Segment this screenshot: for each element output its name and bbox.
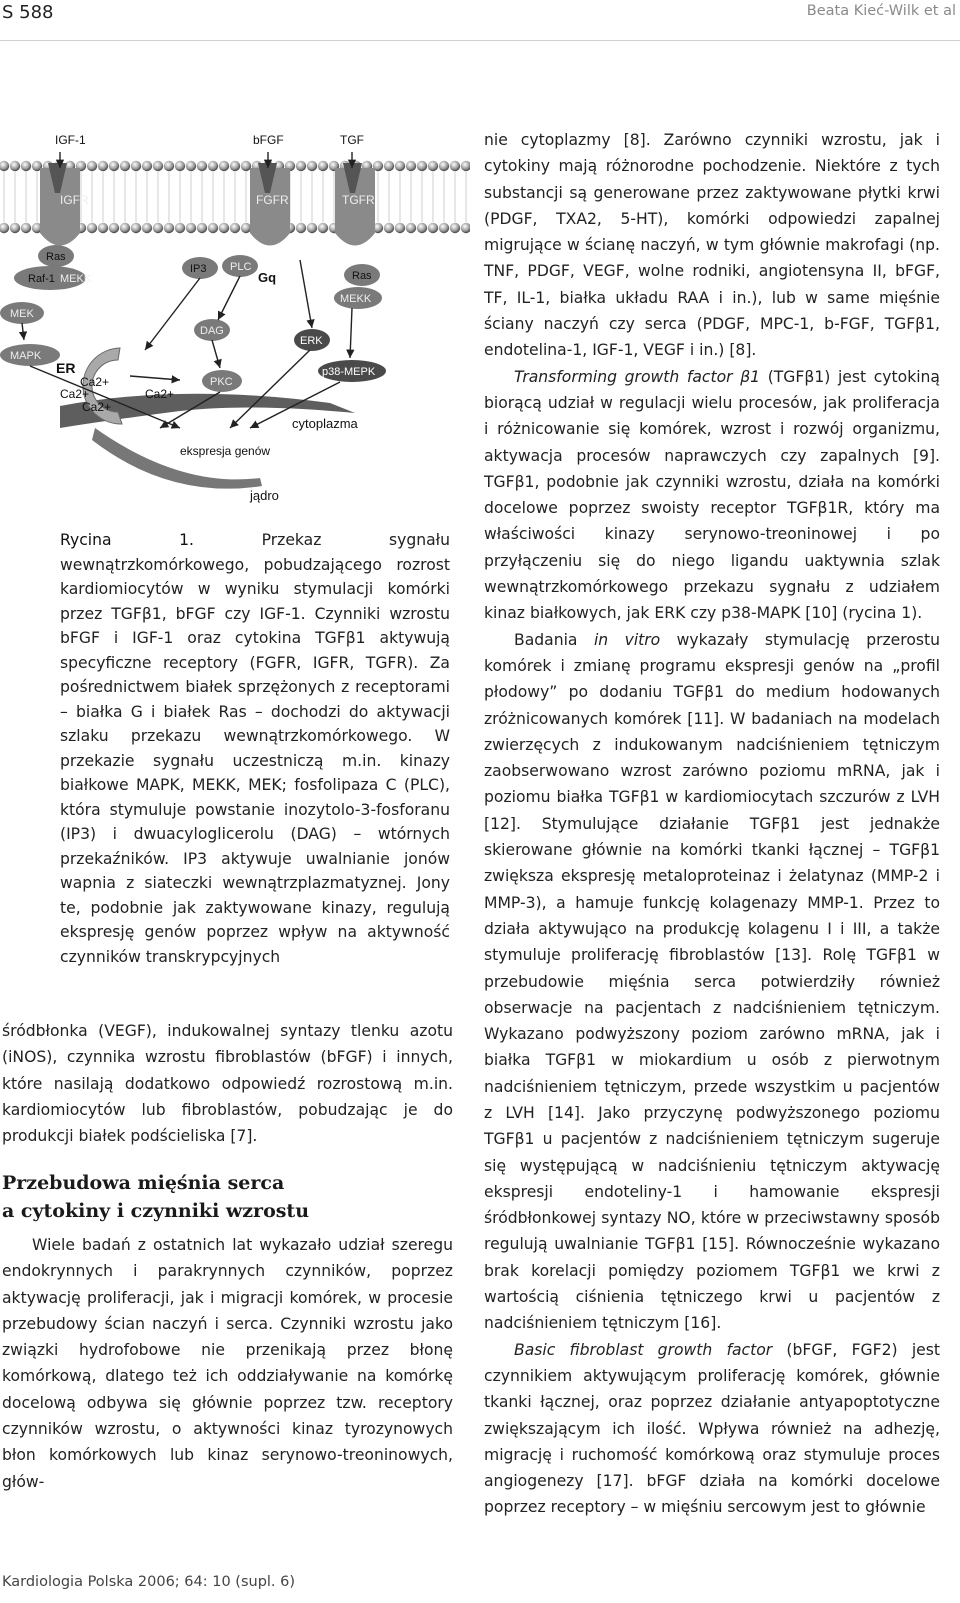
membrane-lipid-head [175, 223, 185, 233]
membrane-lipid-head [219, 161, 229, 171]
membrane-lipid-head [417, 223, 427, 233]
label-pkc: PKC [210, 376, 233, 388]
label-fgfr: FGFR [256, 193, 289, 207]
membrane-lipid-head [208, 161, 218, 171]
label-jadro: jądro [250, 488, 279, 503]
label-erk: ERK [300, 335, 323, 347]
label-mekk-right: MEKK [340, 293, 372, 305]
label-gq: Gq [258, 270, 277, 285]
label-ras-left: Ras [46, 251, 66, 263]
right-paragraph-1: nie cytoplazmy [8]. Zarówno czynniki wzrostu, jak i cytokiny mają różnorodne pochodzenie. Niektóre z tych substancji są generowane przez zaktywowane płytki krwi (PDGF, TXA2, 5-HT), komórki odpowiedzi zapalnej migrujące w ścianę naczyń, w tym głównie makrofagi (np. TNF, PDGF, VEGF, wolne rodniki, angiotensyna II, bFGF, TF, IL-1, białka układu RAA i in.), lub w same mięśnie ściany naczyń czy serca (PDGF, MPC-1, b-FGF, TGFβ1, endotelina-1, IGF-1, VEGF i in.) [8]. [484, 131, 940, 360]
membrane-lipid-head [428, 161, 438, 171]
label-ca-4: Ca2+ [145, 387, 175, 401]
label-cytoplazma: cytoplazma [292, 416, 358, 431]
label-plc: PLC [230, 261, 252, 273]
header-rule [0, 40, 960, 41]
membrane-lipid-head [21, 223, 31, 233]
bfgf-term: Basic fibroblast growth factor [514, 1340, 773, 1359]
membrane-lipid-head [98, 223, 108, 233]
membrane-lipid-head [450, 223, 460, 233]
signaling-figure [0, 128, 470, 513]
membrane-lipid-head [164, 161, 174, 171]
label-igf1: IGF-1 [55, 133, 86, 147]
membrane-lipid-head [230, 161, 240, 171]
membrane-lipid-head [450, 161, 460, 171]
signaling-diagram [0, 128, 470, 513]
membrane-lipid-head [131, 223, 141, 233]
label-ca-3: Ca2+ [82, 400, 112, 414]
right-paragraph-3-lead: Badania [514, 630, 594, 649]
membrane-lipid-head [384, 223, 394, 233]
membrane-lipid-head [153, 223, 163, 233]
membrane-lipid-head [318, 161, 328, 171]
membrane-lipid-head [131, 161, 141, 171]
membrane-lipid-head [417, 161, 427, 171]
membrane-lipid-head [109, 161, 119, 171]
membrane-lipid-head [0, 161, 9, 171]
membrane-lipid-head [120, 223, 130, 233]
label-dag: DAG [200, 325, 224, 337]
right-paragraph-3-text: wykazały stymulację przerostu komórek i zmianę programu ekspresji genów na „profil płodowy” po dodaniu TGFβ1 do medium hodowanych zróżnicowanych komórek [11]. W badaniach na modelach zwierzęcych z indukowanym nadciśnieniem tętniczym zaobserwowano wzrost zarówno poziomu mRNA, jak i poziomu białka TGFβ1 w kardiomiocytach szczurów z LVH [12]. Stymulujące działanie TGFβ1 jest jednakże skierowane głównie na komórki tkanki łącznej – TGFβ1 zwiększa ekspresję metaloproteinaz i żelatynaz (MMP-2 i MMP-3), a hamuje funkcję kolagenazy MMP-1. Przez to działa aktywująco na produkcję kolagenu I i III, a także stymuluje proliferację fibroblastów [13]. Rolę TGFβ1 w przebudowie mięśnia serca potwierdziły również obserwacje na pacjentach z nadciśnieniem tętniczym. Wykazano podwyższony poziom zarówno mRNA, jak i białka TGFβ1 w miokardium u osób z pierwotnym nadciśnieniem tętniczym, przede wszystkim u pacjentów z LVH [14]. Jako przyczynę podwyższonego poziomu TGFβ1 u pacjentów z nadciśnieniem tętniczym sugeruje się występującą w nadciśnieniu tętniczym aktywację ekspresji endoteliny-1 i hamowanie ekspresji śródbłonkowej syntazy NO, które w przeciwstawny sposób regulują uwalnianie TGFβ1 [15]. Równocześnie wykazano brak korelacji pomiędzy poziomem TGFβ1 we krwi z wartością ciśnienia tętniczego krwi u pacjentów z nadciśnieniem tętniczym [16]. [484, 630, 941, 1333]
label-raf1: Raf-1 [28, 273, 55, 285]
footer-citation: Kardiologia Polska 2006; 64: 10 (supl. 6) [2, 1574, 296, 1590]
right-column [484, 127, 940, 1521]
label-tgfr: TGFR [342, 193, 375, 207]
nucleus-envelope-lower [92, 428, 262, 489]
membrane-lipid-head [109, 223, 119, 233]
membrane-lipid-head [10, 161, 20, 171]
right-paragraph-2 [484, 364, 940, 627]
membrane-lipid-head [175, 161, 185, 171]
label-ca-1: Ca2+ [80, 375, 110, 389]
label-mek: MEK [10, 308, 34, 320]
running-header-authors: Beata Kieć-Wilk et al [806, 3, 956, 19]
label-ip3: IP3 [190, 263, 207, 275]
label-er: ER [56, 360, 76, 376]
label-mekk-left: MEKK [60, 273, 92, 285]
right-paragraph-3 [484, 627, 940, 1337]
label-mapk: MAPK [10, 350, 42, 362]
membrane-lipid-head [318, 223, 328, 233]
membrane-lipid-head [120, 161, 130, 171]
membrane-lipid-head [241, 223, 251, 233]
membrane-lipid-head [0, 223, 9, 233]
membrane-lipid-head [241, 161, 251, 171]
section-body [2, 1232, 453, 1495]
label-ekspresja: ekspresja genów [180, 444, 271, 458]
membrane-lipid-head [439, 161, 449, 171]
membrane-lipid-head [98, 161, 108, 171]
membrane-lipid-head [406, 223, 416, 233]
label-ras-right: Ras [352, 270, 372, 282]
membrane-lipid-head [186, 161, 196, 171]
membrane-lipid-head [461, 223, 470, 233]
membrane-lipid-head [395, 223, 405, 233]
left-paragraph-text: śródbłonka (VEGF), indukowalnej syntazy tlenku azotu (iNOS), czynnika wzrostu fibroblastów (bFGF) i innych, które nasilają dodatkowo odpowiedź rozrostową m.in. kardiomiocytów lub fibroblastów, pobudzając je do produkcji białek podścieliska [7]. [2, 1022, 453, 1146]
membrane-lipid-head [142, 161, 152, 171]
membrane-lipid-head [197, 223, 207, 233]
label-bfgf: bFGF [253, 133, 284, 147]
page-number: S 588 [2, 2, 54, 23]
label-igfr: IGFR [60, 193, 89, 207]
right-paragraph-4 [484, 1337, 940, 1521]
label-ca-2: Ca2+ [60, 387, 90, 401]
membrane-lipid-head [10, 223, 20, 233]
section-heading-line-1: Przebudowa mięśnia serca [2, 1172, 285, 1194]
membrane-lipid-head [164, 223, 174, 233]
caption-text: Przekaz sygnału wewnątrzkomórkowego, pobudzającego rozrost kardiomiocytów w wyniku stymulacji komórki przez TGFβ1, bFGF czy IGF-1. Czynniki wzrostu bFGF i IGF-1 oraz cytokina TGFβ1 aktywują specyficzne receptory (FGFR, IGFR, TGFR). Za pośrednictwem białek sprzężonych z receptorami – białka G i białek Ras – dochodzi do aktywacji szlaku przekazu wewnątrzkomórkowego. W przekazie sygnału uczestniczą m.in. kinazy białkowe MAPK, MEKK, MEK; fosfolipaza C (PLC), która stymuluje powstanie inozytolo-3-fosforanu (IP3) i dwuacyloglicerolu (DAG) – wtórnych przekaźników. IP3 aktywuje uwalnianie jonów wapnia z siateczki wewnątrzplazmatyznej. Jony te, podobnie jak zaktywowane kinazy, regulują ekspresję genów poprzez wpływ na aktywność czynników transkrypcyjnych [60, 531, 450, 966]
membrane-lipid-head [153, 161, 163, 171]
tgfb1-term: Transforming growth factor β1 [514, 367, 761, 386]
membrane-lipid-head [230, 223, 240, 233]
membrane-lipid-head [219, 223, 229, 233]
membrane-lipid-head [208, 223, 218, 233]
right-paragraph-4-text: (bFGF, FGF2) jest czynnikiem aktywującym proliferację komórek, głównie tkanki łącznej, oraz poprzez działanie antyapoptotyczne zwiększającym ich ilość. Wpływa również na adhezję, migrację i ruchomość komórkową oraz stymuluje proces angiogenezy [17]. bFGF działa na komórki docelowe poprzez receptory – w mięśniu sercowym jest to głównie [484, 1340, 941, 1517]
membrane-lipid-head [186, 223, 196, 233]
membrane-lipid-head [307, 223, 317, 233]
caption-label: Rycina 1. [60, 531, 195, 549]
membrane-lipid-head [87, 161, 97, 171]
section-heading [2, 1169, 453, 1225]
membrane-lipid-head [142, 223, 152, 233]
membrane-lipid-head [87, 223, 97, 233]
membrane-lipid-head [307, 161, 317, 171]
membrane-lipid-head [21, 161, 31, 171]
membrane-lipid-head [296, 161, 306, 171]
membrane-lipid-head [384, 161, 394, 171]
label-p38: p38-MEPK [322, 366, 376, 378]
section-heading-line-2: a cytokiny i czynniki wzrostu [2, 1200, 310, 1222]
right-paragraph-2-text: (TGFβ1) jest cytokiną biorącą udział w regulacji wielu procesów, jak proliferacja i różnicowanie się komórek, wzrost i rozwój organizmu, aktywacja procesów naprawczych czy zapalnych [9]. TGFβ1, podobnie jak czynniki wzrostu, działa na komórki docelowe poprzez swoisty receptor TGFβ1R, który ma właściwości kinazy serynowo-treoninowej i po przyłączeniu się do niego ligandu uaktywnia szlak wewnątrzkomórkowego przekazu sygnału z udziałem kinaz białkowych, jak ERK czy p38-MAPK [10] (rycina 1). [484, 367, 940, 623]
in-vitro-term: in vitro [593, 630, 661, 649]
section-paragraph: Wiele badań z ostatnich lat wykazało udział szeregu endokrynnych i parakrynnych czynników, poprzez aktywację proliferacji, jak i migracji komórek, w procesie przebudowy ścian naczyń i serca. Czynniki wzrostu jako związki hydrofobowe nie przenikają przez błonę komórkową, dlatego też ich oddziaływanie na komórkę docelową odbywa się głównie poprzez tzw. receptory czynników wzrostu, o aktywności kinaz tyrozynowych błon komórkowych lub kinaz serynowo-treoninowych, głów- [2, 1236, 453, 1491]
membrane-lipid-head [197, 161, 207, 171]
membrane-lipid-head [395, 161, 405, 171]
membrane-lipid-head [461, 161, 470, 171]
membrane-lipid-head [439, 223, 449, 233]
label-tgf: TGF [340, 133, 364, 147]
figure-caption [60, 528, 450, 969]
left-column-paragraph [2, 1018, 453, 1149]
membrane-lipid-head [406, 161, 416, 171]
membrane-lipid-head [296, 223, 306, 233]
membrane-lipid-head [428, 223, 438, 233]
